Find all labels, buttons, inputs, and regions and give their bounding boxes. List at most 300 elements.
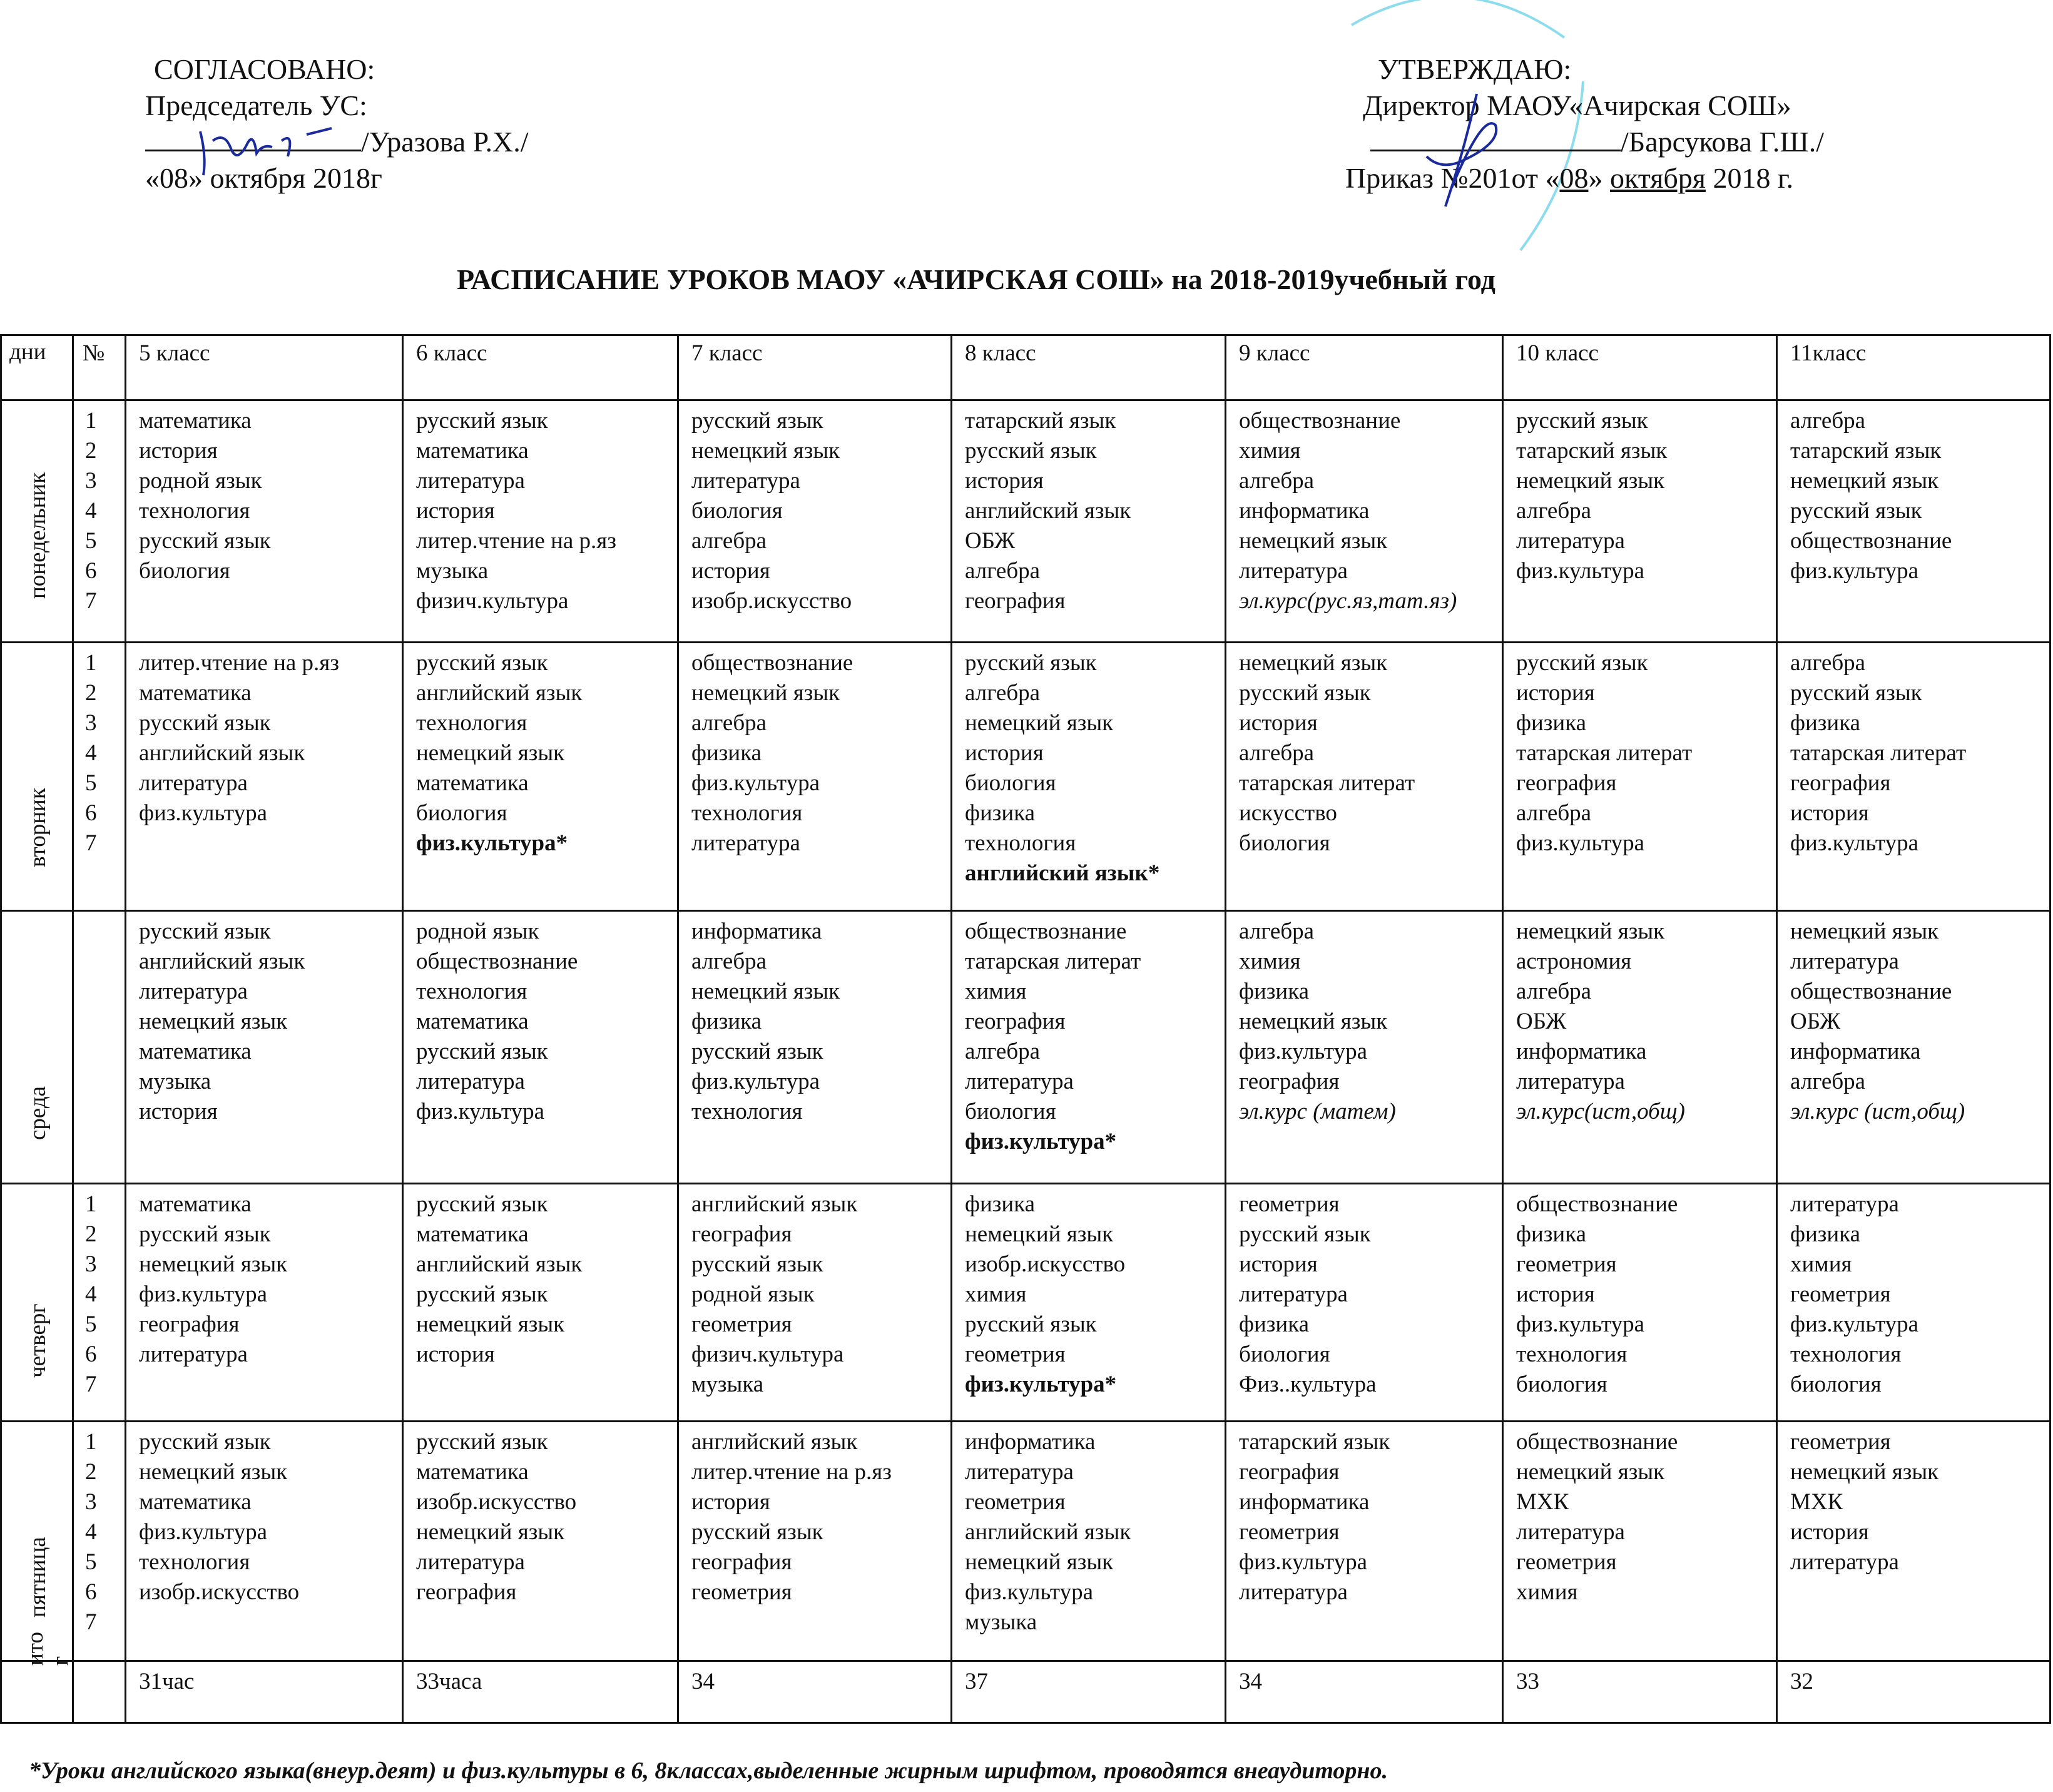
lesson-item: биология: [1516, 1372, 1607, 1397]
schedule-cell: [1777, 400, 2050, 643]
lesson-item: история: [1239, 1251, 1318, 1277]
approval-position: Председатель УС:: [145, 89, 367, 121]
lesson-item: английский язык*: [965, 860, 1160, 886]
lesson-item: литература: [416, 1069, 525, 1094]
lesson-item: история: [965, 468, 1044, 494]
schedule-cell: [1503, 1184, 1777, 1422]
lesson-numbers: [73, 911, 126, 1184]
lesson-item: технология: [416, 710, 527, 736]
lesson-item: геометрия: [1239, 1191, 1340, 1217]
day-label-cell: [1, 911, 73, 1184]
schedule-cell: [678, 1422, 952, 1661]
order-suffix: 2018 г.: [1705, 162, 1794, 194]
lesson-item: информатика: [1790, 1039, 1921, 1064]
lesson-item: химия: [965, 979, 1027, 1004]
lesson-item: математика: [416, 770, 529, 796]
schedule-table: [0, 334, 2051, 1724]
lesson-item: русский язык: [139, 1429, 271, 1455]
lesson-item: география: [1790, 770, 1891, 796]
lesson-item: технология: [1516, 1341, 1628, 1367]
lesson-item: география: [139, 1311, 240, 1337]
schedule-cell: [678, 643, 952, 911]
lesson-item: история: [1239, 710, 1318, 736]
lesson-item: русский язык: [691, 1039, 823, 1064]
lesson-item: русский язык: [416, 408, 548, 434]
lesson-item: немецкий язык: [965, 1221, 1114, 1247]
order-prefix: Приказ №201от «: [1345, 162, 1560, 194]
lesson-item: немецкий язык: [1516, 468, 1665, 494]
lesson-item: алгебра: [965, 558, 1041, 584]
lesson-item: немецкий язык: [139, 1459, 288, 1485]
schedule-cell: [952, 1184, 1226, 1422]
page-title: РАСПИСАНИЕ УРОКОВ МАОУ «АЧИРСКАЯ СОШ» на 2018-2019учебный год: [457, 263, 1495, 295]
lesson-item: астрономия: [1516, 949, 1632, 974]
lesson-item: русский язык: [416, 1039, 548, 1064]
lesson-item: геометрия: [1790, 1429, 1891, 1455]
header-class: 9 класс: [1226, 335, 1503, 400]
lesson-item: география: [1239, 1069, 1340, 1094]
lesson-item: английский язык: [965, 1519, 1131, 1545]
day-row: [1, 643, 2050, 911]
lesson-item: биология: [1239, 1341, 1330, 1367]
lesson-item: история: [1790, 800, 1869, 826]
lesson-item: география: [691, 1221, 792, 1247]
lesson-item: математика: [139, 1039, 252, 1064]
lesson-item: немецкий язык: [691, 979, 840, 1004]
lesson-item: математика: [139, 408, 252, 434]
lesson-item: физ.культура: [1516, 1311, 1644, 1337]
lesson-item: русский язык: [965, 1311, 1097, 1337]
approval-heading: СОГЛАСОВАНО:: [154, 53, 375, 85]
lesson-item: литер.чтение на р.яз: [416, 528, 616, 554]
lesson-item: история: [139, 1099, 218, 1124]
lesson-item: физ.культура: [1516, 558, 1644, 584]
day-row: [1, 1184, 2050, 1422]
lesson-item: Физ..культура: [1239, 1372, 1377, 1397]
lesson-item: физика: [691, 740, 762, 766]
lesson-item: физ.культура*: [416, 830, 568, 856]
schedule-cell: [1503, 1422, 1777, 1661]
schedule-cell: [1503, 911, 1777, 1184]
lesson-item: русский язык: [965, 438, 1097, 464]
lesson-item: литература: [1239, 558, 1348, 584]
lesson-numbers: 1 2 3 4 5 6 7: [73, 400, 126, 643]
approval-block-left: [145, 51, 529, 196]
lesson-item: эл.курс(ист,общ): [1516, 1099, 1685, 1124]
lesson-item: история: [1790, 1519, 1869, 1545]
lesson-item: биология: [965, 770, 1056, 796]
lesson-item: геометрия: [1239, 1519, 1340, 1545]
approval-heading: УТВЕРЖДАЮ:: [1378, 53, 1572, 85]
lesson-item: математика: [416, 1459, 529, 1485]
lesson-item: биология: [1790, 1372, 1882, 1397]
approval-order: [1345, 160, 1824, 196]
totals-label-cell: [1, 1632, 73, 1723]
lesson-item: немецкий язык: [416, 1311, 565, 1337]
lesson-item: немецкий язык: [1239, 528, 1388, 554]
signature-line: [145, 125, 361, 151]
lesson-item: ОБЖ: [965, 528, 1016, 554]
lesson-item: математика: [416, 438, 529, 464]
day-label: четверг: [25, 1303, 51, 1378]
schedule-cell: [126, 1422, 403, 1661]
schedule-cell: [126, 643, 403, 911]
order-month: октября: [1609, 162, 1706, 194]
lesson-item: литература: [1516, 528, 1625, 554]
lesson-item: алгебра: [1239, 468, 1315, 494]
header-class: 8 класс: [952, 335, 1226, 400]
schedule-cell: [1226, 400, 1503, 643]
schedule-cell: [952, 400, 1226, 643]
lesson-item: эл.курс(рус.яз,тат.яз): [1239, 588, 1457, 614]
lesson-item: музыка: [691, 1372, 764, 1397]
lesson-item: татарская литерат: [1790, 740, 1967, 766]
schedule-cell: [678, 911, 952, 1184]
lesson-item: физ.культура: [139, 1281, 267, 1307]
lesson-item: физ.культура: [1239, 1549, 1367, 1575]
lesson-item: история: [416, 1341, 495, 1367]
lesson-item: литература: [965, 1069, 1074, 1094]
lesson-item: немецкий язык: [1516, 1459, 1665, 1485]
lesson-item: история: [1516, 1281, 1595, 1307]
lesson-item: музыка: [965, 1609, 1037, 1635]
schedule-cell: [1503, 400, 1777, 643]
header-days: дни: [1, 335, 73, 400]
lesson-item: татарская литерат: [1239, 770, 1415, 796]
schedule-cell: [126, 911, 403, 1184]
lesson-item: русский язык: [1239, 680, 1371, 706]
lesson-item: алгебра: [691, 949, 767, 974]
lesson-item: география: [965, 588, 1066, 614]
lesson-item: татарский язык: [965, 408, 1116, 434]
lesson-item: немецкий язык: [965, 710, 1114, 736]
lesson-item: химия: [1239, 949, 1301, 974]
lesson-item: немецкий язык: [416, 740, 565, 766]
lesson-item: обществознание: [691, 650, 853, 676]
order-mid: »: [1588, 162, 1610, 194]
lesson-item: литература: [416, 468, 525, 494]
lesson-item: физика: [1516, 1221, 1587, 1247]
lesson-item: обществознание: [1516, 1429, 1678, 1455]
lesson-item: обществознание: [1790, 979, 1952, 1004]
approval-block-right: [1345, 51, 1824, 196]
day-label: вторник: [25, 788, 51, 867]
lesson-item: физ.культура: [1790, 1311, 1918, 1337]
lesson-item: алгебра: [965, 680, 1041, 706]
lesson-item: алгебра: [1790, 1069, 1866, 1094]
lesson-item: немецкий язык: [1790, 468, 1939, 494]
lesson-item: информатика: [1516, 1039, 1647, 1064]
lesson-item: математика: [139, 1489, 252, 1515]
signature-line: [1370, 125, 1621, 151]
lesson-item: география: [1239, 1459, 1340, 1485]
lesson-numbers: 1 2 3 4 5 6 7: [73, 1184, 126, 1422]
lesson-item: история: [691, 1489, 770, 1515]
lesson-item: информатика: [965, 1429, 1096, 1455]
lesson-item: география: [1516, 770, 1617, 796]
lesson-item: литература: [691, 830, 800, 856]
lesson-item: музыка: [139, 1069, 211, 1094]
lesson-item: английский язык: [691, 1429, 858, 1455]
lesson-item: английский язык: [965, 498, 1131, 524]
lesson-item: татарская литерат: [1516, 740, 1693, 766]
lesson-item: физика: [965, 1191, 1036, 1217]
lesson-item: математика: [139, 1191, 252, 1217]
lesson-item: физ.культура: [139, 800, 267, 826]
schedule-cell: [1503, 643, 1777, 911]
lesson-item: литература: [139, 770, 248, 796]
lesson-item: физика: [1516, 710, 1587, 736]
lesson-item: русский язык: [1516, 408, 1648, 434]
lesson-item: литература: [1790, 1549, 1899, 1575]
lesson-item: биология: [139, 558, 230, 584]
lesson-item: физика: [691, 1009, 762, 1034]
lesson-item: русский язык: [139, 710, 271, 736]
lesson-item: история: [691, 558, 770, 584]
header-class: 5 класс: [126, 335, 403, 400]
lesson-item: физич.культура: [691, 1341, 844, 1367]
lesson-item: изобр.искусство: [139, 1579, 300, 1605]
lesson-item: алгебра: [1790, 408, 1866, 434]
lesson-item: физика: [1790, 1221, 1861, 1247]
total-hours: 37: [952, 1661, 1226, 1723]
lesson-item: русский язык: [139, 528, 271, 554]
lesson-item: английский язык: [691, 1191, 858, 1217]
day-label-cell: [1, 1184, 73, 1422]
lesson-item: изобр.искусство: [416, 1489, 577, 1515]
schedule-cell: [403, 400, 678, 643]
lesson-item: английский язык: [139, 949, 305, 974]
lesson-item: технология: [139, 1549, 250, 1575]
day-row: [1, 911, 2050, 1184]
lesson-item: ОБЖ: [1516, 1009, 1567, 1034]
schedule-cell: [1777, 1184, 2050, 1422]
lesson-item: русский язык: [1790, 680, 1922, 706]
lesson-item: география: [965, 1009, 1066, 1034]
lesson-item: эл.курс (матем): [1239, 1099, 1396, 1124]
lesson-item: литература: [1516, 1519, 1625, 1545]
schedule-cell: [952, 911, 1226, 1184]
lesson-item: биология: [1239, 830, 1330, 856]
schedule-cell: [678, 1184, 952, 1422]
lesson-item: немецкий язык: [1790, 919, 1939, 944]
lesson-item: математика: [416, 1009, 529, 1034]
lesson-item: немецкий язык: [691, 438, 840, 464]
total-hours: 33: [1503, 1661, 1777, 1723]
lesson-item: физ.культура: [1239, 1039, 1367, 1064]
schedule-cell: [403, 1184, 678, 1422]
header-num: №: [73, 335, 126, 400]
lesson-item: русский язык: [691, 408, 823, 434]
schedule-cell: [1777, 1422, 2050, 1661]
lesson-item: русский язык: [416, 650, 548, 676]
lesson-numbers: 1 2 3 4 5 6 7: [73, 1422, 126, 1661]
lesson-item: алгебра: [1790, 650, 1866, 676]
lesson-item: геометрия: [691, 1579, 792, 1605]
approval-date: «08» октября 2018г: [145, 162, 382, 194]
total-hours: 34: [1226, 1661, 1503, 1723]
schedule-cell: [1777, 911, 2050, 1184]
schedule-cell: [126, 1184, 403, 1422]
lesson-item: химия: [1516, 1579, 1578, 1605]
lesson-item: алгебра: [1516, 498, 1592, 524]
lesson-item: химия: [965, 1281, 1027, 1307]
lesson-item: немецкий язык: [691, 680, 840, 706]
lesson-item: биология: [691, 498, 783, 524]
lesson-item: физ.культура: [1790, 830, 1918, 856]
lesson-item: алгебра: [965, 1039, 1041, 1064]
lesson-item: геометрия: [1516, 1251, 1617, 1277]
lesson-item: физ.культура: [1516, 830, 1644, 856]
lesson-item: русский язык: [139, 1221, 271, 1247]
lesson-item: МХК: [1790, 1489, 1843, 1515]
day-label-cell: [1, 1422, 73, 1661]
approval-name: /Уразова Р.Х./: [361, 126, 529, 158]
lesson-item: русский язык: [691, 1251, 823, 1277]
lesson-item: физ.культура: [691, 1069, 820, 1094]
lesson-item: история: [139, 438, 218, 464]
lesson-item: геометрия: [965, 1341, 1066, 1367]
lesson-item: литература: [1239, 1281, 1348, 1307]
lesson-item: русский язык: [139, 919, 271, 944]
lesson-item: немецкий язык: [1239, 1009, 1388, 1034]
lesson-item: литер.чтение на р.яз: [139, 650, 339, 676]
lesson-item: информатика: [691, 919, 822, 944]
lesson-item: обществознание: [1239, 408, 1401, 434]
lesson-item: изобр.искусство: [965, 1251, 1126, 1277]
lesson-item: технология: [139, 498, 250, 524]
lesson-item: химия: [1239, 438, 1301, 464]
lesson-item: геометрия: [1516, 1549, 1617, 1575]
schedule-cell: [403, 1422, 678, 1661]
totals-label: итог: [23, 1632, 73, 1666]
lesson-item: математика: [416, 1221, 529, 1247]
lesson-item: алгебра: [1239, 740, 1315, 766]
schedule-cell: [952, 643, 1226, 911]
lesson-item: геометрия: [1790, 1281, 1891, 1307]
lesson-item: искусство: [1239, 800, 1337, 826]
lesson-item: татарская литерат: [965, 949, 1141, 974]
header-class: 6 класс: [403, 335, 678, 400]
lesson-item: родной язык: [691, 1281, 815, 1307]
lesson-item: физика: [1239, 1311, 1310, 1337]
lesson-item: родной язык: [139, 468, 262, 494]
lesson-item: русский язык: [416, 1429, 548, 1455]
lesson-item: технология: [691, 800, 803, 826]
order-day: 08: [1559, 162, 1589, 194]
total-hours: 34: [678, 1661, 952, 1723]
lesson-item: обществознание: [1790, 528, 1952, 554]
lesson-item: физич.культура: [416, 588, 569, 614]
lesson-item: технология: [1790, 1341, 1902, 1367]
lesson-item: физика: [1790, 710, 1861, 736]
schedule-cell: [952, 1422, 1226, 1661]
lesson-item: технология: [965, 830, 1076, 856]
lesson-item: алгебра: [1516, 979, 1592, 1004]
lesson-item: музыка: [416, 558, 489, 584]
lesson-item: информатика: [1239, 1489, 1370, 1515]
schedule-cell: [403, 911, 678, 1184]
lesson-item: ОБЖ: [1790, 1009, 1841, 1034]
day-label: понедельник: [25, 472, 51, 599]
header-class: 11класс: [1777, 335, 2050, 400]
schedule-cell: [126, 400, 403, 643]
lesson-item: история: [965, 740, 1044, 766]
day-label: пятница: [25, 1537, 51, 1617]
lesson-item: русский язык: [965, 650, 1097, 676]
header-row: [1, 335, 2050, 400]
lesson-item: обществознание: [1516, 1191, 1678, 1217]
lesson-item: английский язык: [139, 740, 305, 766]
lesson-item: история: [416, 498, 495, 524]
lesson-item: литература: [1790, 949, 1899, 974]
lesson-item: родной язык: [416, 919, 539, 944]
schedule-cell: [1226, 643, 1503, 911]
lesson-item: география: [416, 1579, 517, 1605]
day-label-cell: [1, 643, 73, 911]
lesson-item: биология: [416, 800, 507, 826]
lesson-item: география: [691, 1549, 792, 1575]
lesson-numbers: 1 2 3 4 5 6 7: [73, 643, 126, 911]
header-class: 10 класс: [1503, 335, 1777, 400]
lesson-item: эл.курс (ист,общ): [1790, 1099, 1965, 1124]
lesson-item: литер.чтение на р.яз: [691, 1459, 892, 1485]
lesson-item: геометрия: [691, 1311, 792, 1337]
schedule-cell: [1226, 911, 1503, 1184]
lesson-item: русский язык: [1239, 1221, 1371, 1247]
day-label-cell: [1, 400, 73, 643]
day-label: среда: [25, 1086, 51, 1140]
total-hours: 32: [1777, 1661, 2050, 1723]
lesson-item: литература: [691, 468, 800, 494]
totals-num-cell: [73, 1661, 126, 1723]
lesson-item: литература: [965, 1459, 1074, 1485]
lesson-item: физ.культура*: [965, 1129, 1117, 1154]
schedule-cell: [1226, 1422, 1503, 1661]
lesson-item: немецкий язык: [139, 1251, 288, 1277]
lesson-item: физика: [965, 800, 1036, 826]
lesson-item: татарский язык: [1516, 438, 1668, 464]
lesson-item: русский язык: [691, 1519, 823, 1545]
lesson-item: татарский язык: [1790, 438, 1942, 464]
lesson-item: литература: [1516, 1069, 1625, 1094]
lesson-item: немецкий язык: [139, 1009, 288, 1034]
lesson-item: русский язык: [416, 1281, 548, 1307]
lesson-item: литература: [139, 1341, 248, 1367]
lesson-item: алгебра: [691, 710, 767, 736]
lesson-item: физика: [1239, 979, 1310, 1004]
lesson-item: история: [1516, 680, 1595, 706]
total-hours: 31час: [126, 1661, 403, 1723]
lesson-item: немецкий язык: [1516, 919, 1665, 944]
lesson-item: геометрия: [965, 1489, 1066, 1515]
lesson-item: изобр.искусство: [691, 588, 852, 614]
lesson-item: немецкий язык: [1239, 650, 1388, 676]
lesson-item: литература: [139, 979, 248, 1004]
lesson-item: английский язык: [416, 680, 583, 706]
schedule-cell: [1226, 1184, 1503, 1422]
lesson-item: английский язык: [416, 1251, 583, 1277]
lesson-item: алгебра: [1516, 800, 1592, 826]
lesson-item: литература: [1239, 1579, 1348, 1605]
lesson-item: алгебра: [691, 528, 767, 554]
header-class: 7 класс: [678, 335, 952, 400]
totals-row: [1, 1661, 2050, 1723]
footnote: *Уроки английского языка(внеур.деят) и физ.культуры в 6, 8классах,выделенные жирным шрифтом, проводятся внеаудиторно.: [29, 1758, 1388, 1784]
lesson-item: физ.культура: [965, 1579, 1093, 1605]
day-row: [1, 400, 2050, 643]
lesson-item: технология: [416, 979, 527, 1004]
